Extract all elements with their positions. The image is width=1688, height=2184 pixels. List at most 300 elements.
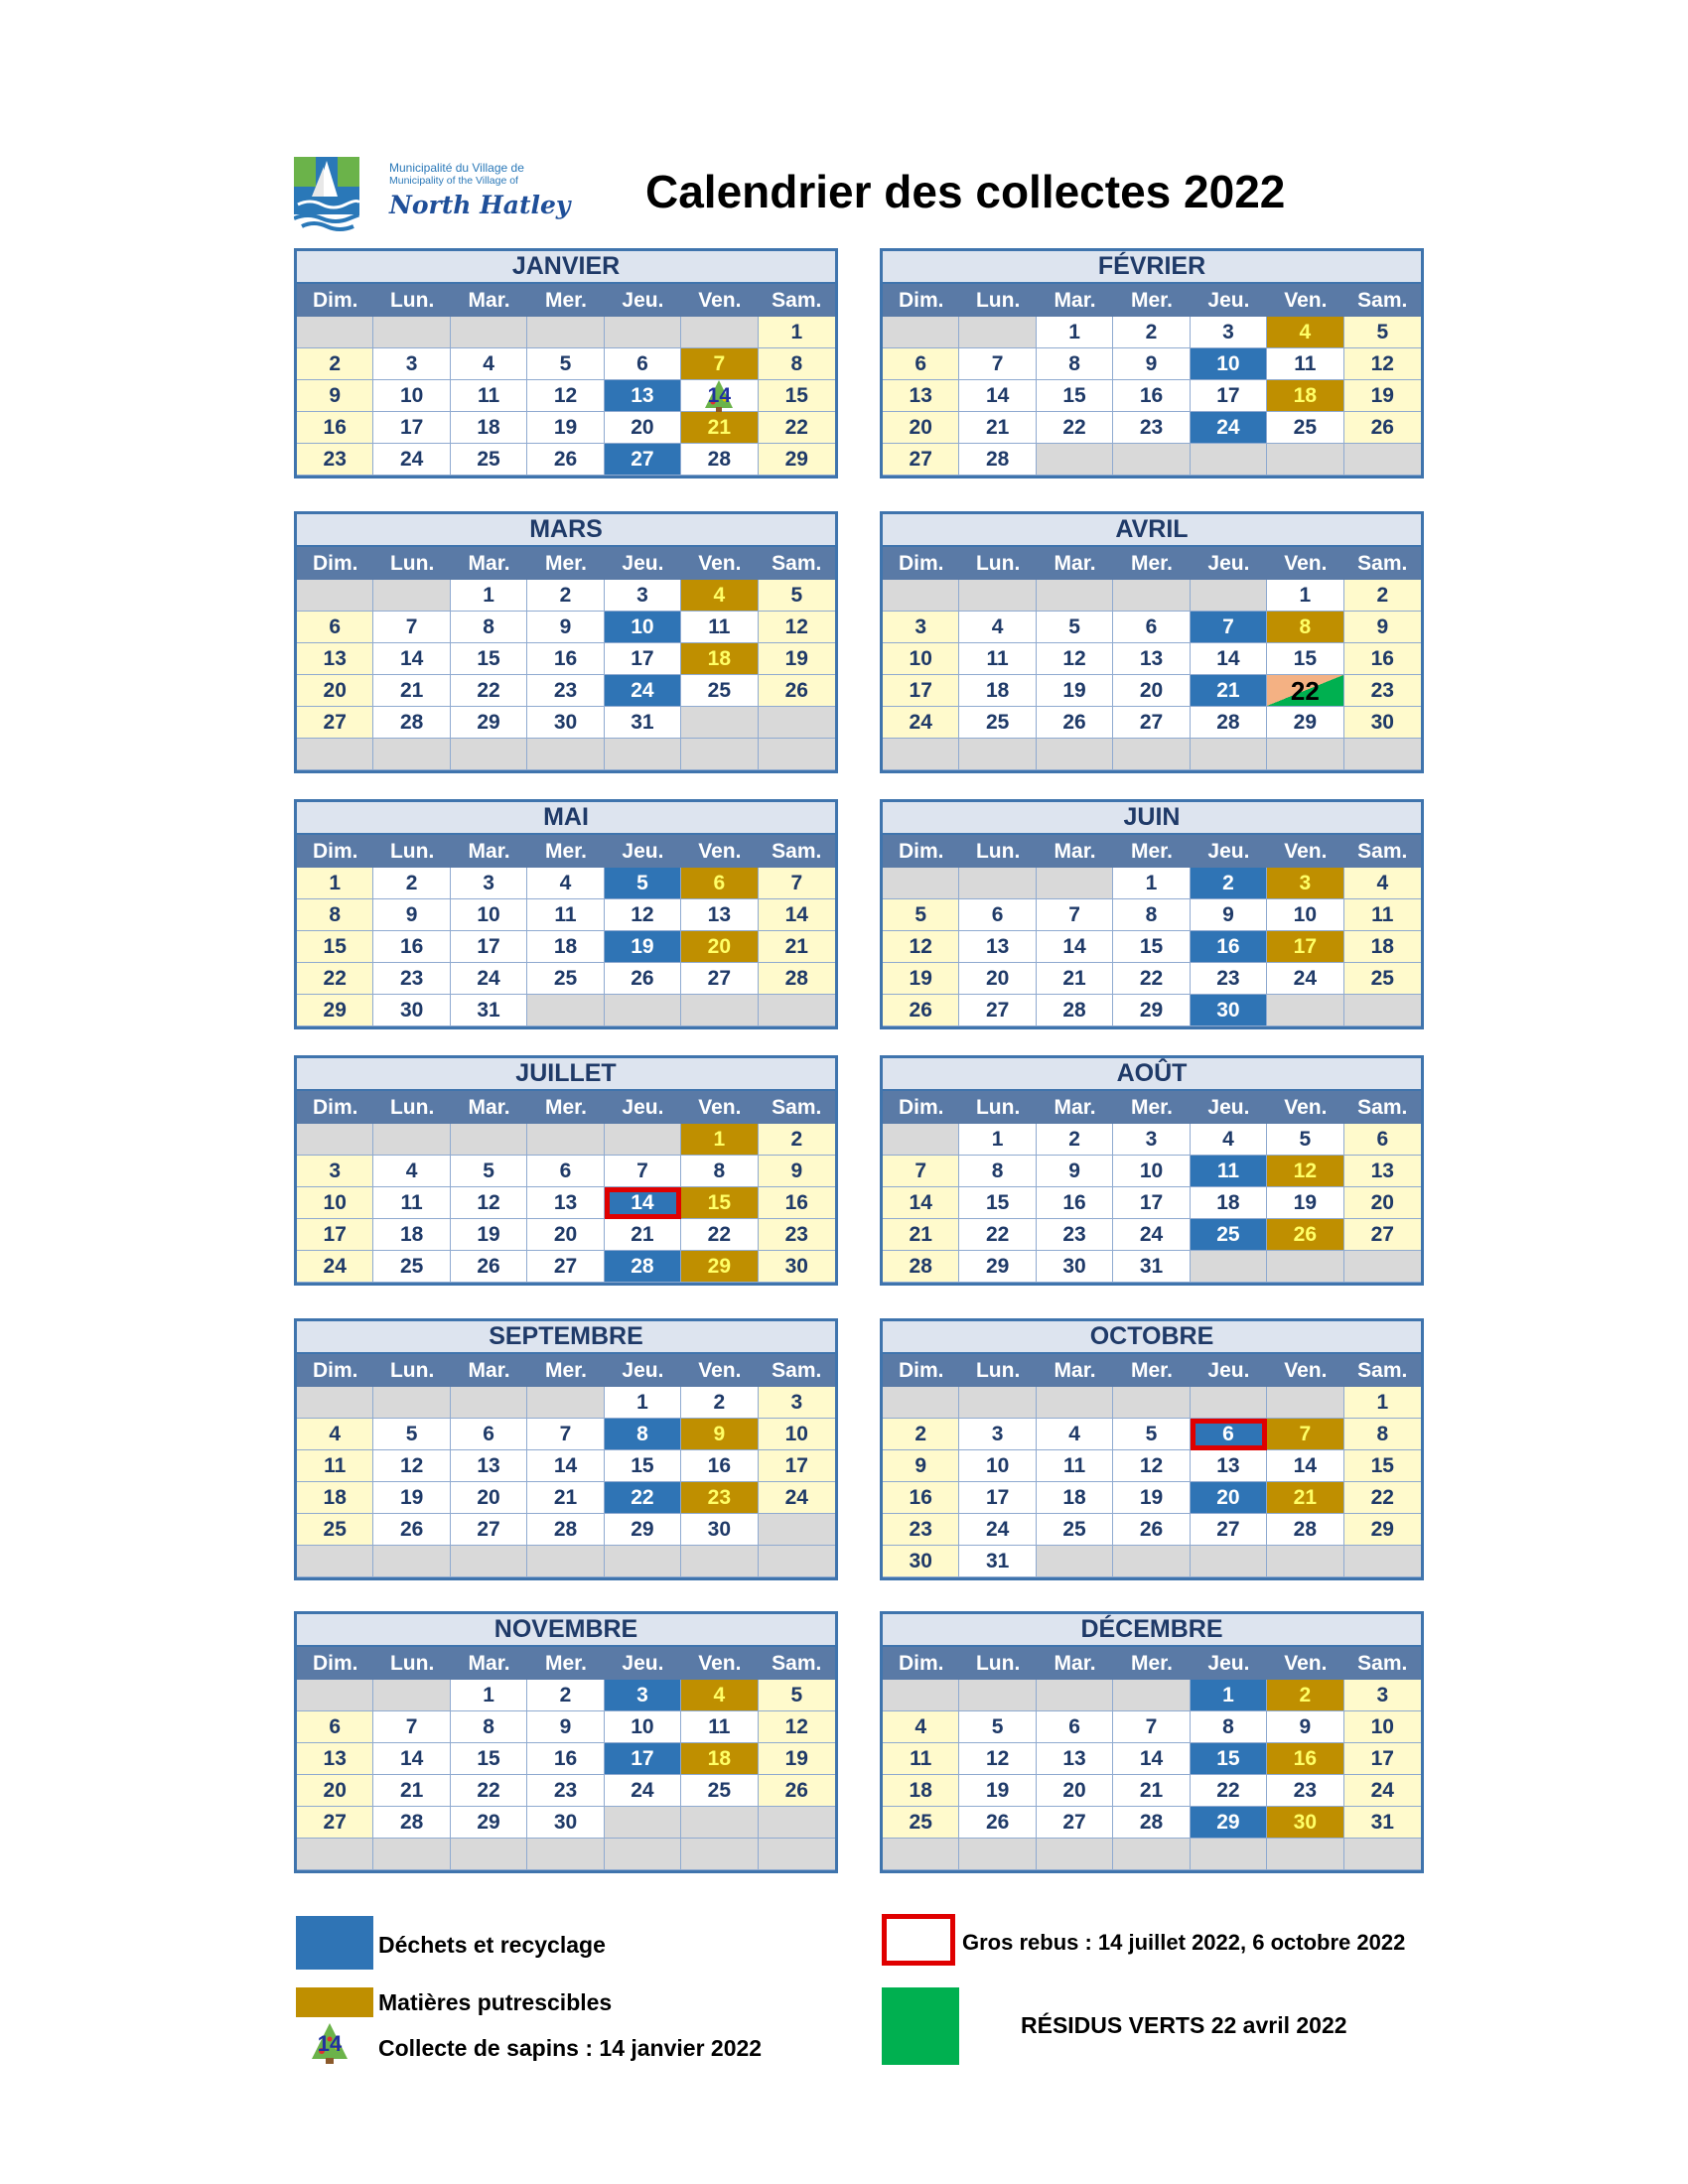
day-cell: 1 — [1037, 317, 1113, 348]
day-cell: 16 — [1037, 1187, 1113, 1219]
day-cell: 23 — [1344, 675, 1421, 707]
empty-day-cell — [373, 580, 450, 612]
weekday-label: Mar. — [1054, 1359, 1096, 1382]
day-cell: 27 — [297, 707, 373, 739]
day-cell: 20 — [883, 412, 959, 444]
empty-day-cell — [1191, 1251, 1267, 1283]
day-cell: 13 — [1191, 1450, 1267, 1482]
day-cell: 12 — [759, 1711, 835, 1743]
month-mars — [294, 511, 838, 773]
day-cell: 24 — [451, 963, 527, 995]
day-cell: 12 — [527, 380, 604, 412]
day-grid — [297, 1124, 835, 1283]
day-cell: 4 — [1191, 1124, 1267, 1156]
day-cell: 1 — [1191, 1680, 1267, 1711]
day-cell: 16 — [527, 643, 604, 675]
day-cell: 23 — [527, 1775, 604, 1807]
day-cell: 20 — [959, 963, 1036, 995]
day-cell: 8 — [959, 1156, 1036, 1187]
legend-gros-rebus-swatch — [882, 1914, 955, 1966]
day-cell: 12 — [451, 1187, 527, 1219]
legend-sapins-label: Collecte de sapins : 14 janvier 2022 — [378, 2035, 763, 2061]
day-cell: 17 — [959, 1482, 1036, 1514]
weekday-label: Sam. — [772, 840, 822, 863]
weekday-label: Lun. — [975, 840, 1021, 863]
day-cell: 27 — [681, 963, 758, 995]
day-cell: 29 — [759, 444, 835, 476]
day-cell: 18 — [883, 1775, 959, 1807]
day-cell: 26 — [451, 1251, 527, 1283]
month-decembre — [880, 1611, 1424, 1873]
weekday-header-row — [883, 1091, 1421, 1124]
day-cell: 2 — [1344, 580, 1421, 612]
weekday-header-row — [297, 1647, 835, 1680]
empty-day-cell — [605, 1546, 681, 1577]
day-cell: 23 — [883, 1514, 959, 1546]
empty-day-cell — [1037, 1546, 1113, 1577]
month-title: JUILLET — [297, 1058, 835, 1091]
empty-day-cell — [297, 739, 373, 770]
day-cell: 5 — [1344, 317, 1421, 348]
empty-day-cell — [297, 1546, 373, 1577]
day-grid — [883, 580, 1421, 770]
empty-day-cell — [1344, 739, 1421, 770]
empty-day-cell — [297, 317, 373, 348]
empty-day-cell — [759, 995, 835, 1026]
empty-day-cell — [883, 739, 959, 770]
empty-day-cell — [1037, 1387, 1113, 1419]
day-cell: 28 — [1037, 995, 1113, 1026]
day-cell: 19 — [373, 1482, 450, 1514]
day-cell: 21 — [1113, 1775, 1190, 1807]
weekday-label: Dim. — [898, 1359, 944, 1382]
day-cell: 6 — [297, 612, 373, 643]
empty-day-cell — [1037, 1839, 1113, 1870]
day-cell: 12 — [1113, 1450, 1190, 1482]
day-cell: 26 — [1113, 1514, 1190, 1546]
day-cell: 20 — [1344, 1187, 1421, 1219]
empty-day-cell — [1037, 868, 1113, 899]
weekday-label: Mer. — [544, 840, 587, 863]
empty-day-cell — [883, 868, 959, 899]
day-cell: 2 — [883, 1419, 959, 1450]
weekday-label: Dim. — [898, 1096, 944, 1119]
day-cell: 28 — [1191, 707, 1267, 739]
day-cell: 28 — [527, 1514, 604, 1546]
day-cell: 8 — [681, 1156, 758, 1187]
day-cell: 25 — [681, 1775, 758, 1807]
day-cell: 2 — [681, 1387, 758, 1419]
weekday-label: Ven. — [698, 1359, 742, 1382]
day-cell: 17 — [451, 931, 527, 963]
day-cell: 25 — [527, 963, 604, 995]
day-cell: 19 — [451, 1219, 527, 1251]
day-cell: 1 — [1267, 580, 1343, 612]
day-cell: 13 — [959, 931, 1036, 963]
empty-day-cell — [883, 1680, 959, 1711]
day-cell: 8 — [1037, 348, 1113, 380]
day-cell: 28 — [681, 444, 758, 476]
day-cell: 12 — [759, 612, 835, 643]
day-cell: 8 — [605, 1419, 681, 1450]
month-novembre — [294, 1611, 838, 1873]
day-cell: 30 — [681, 1514, 758, 1546]
day-cell: 13 — [1113, 643, 1190, 675]
empty-day-cell — [1037, 739, 1113, 770]
day-cell: 19 — [759, 1743, 835, 1775]
day-cell: 31 — [1113, 1251, 1190, 1283]
weekday-label: Jeu. — [1207, 1359, 1250, 1382]
day-cell: 31 — [959, 1546, 1036, 1577]
day-cell: 3 — [959, 1419, 1036, 1450]
day-cell: 9 — [681, 1419, 758, 1450]
day-cell: 29 — [1267, 707, 1343, 739]
day-cell: 16 — [373, 931, 450, 963]
day-cell: 13 — [883, 380, 959, 412]
empty-day-cell — [1113, 1546, 1190, 1577]
empty-day-cell — [1344, 1546, 1421, 1577]
empty-day-cell — [1191, 1839, 1267, 1870]
day-cell: 4 — [1344, 868, 1421, 899]
day-cell: 25 — [1267, 412, 1343, 444]
day-cell: 17 — [1267, 931, 1343, 963]
day-cell: 19 — [759, 643, 835, 675]
empty-day-cell — [1037, 444, 1113, 476]
day-cell: 21 — [1191, 675, 1267, 707]
weekday-label: Sam. — [1357, 840, 1408, 863]
day-cell: 26 — [605, 963, 681, 995]
day-cell: 3 — [1191, 317, 1267, 348]
day-cell: 29 — [297, 995, 373, 1026]
day-cell: 22 — [1113, 963, 1190, 995]
empty-day-cell — [451, 317, 527, 348]
weekday-label: Lun. — [975, 1359, 1021, 1382]
weekday-label: Lun. — [389, 552, 435, 575]
day-cell: 10 — [451, 899, 527, 931]
day-cell: 17 — [605, 1743, 681, 1775]
day-cell: 29 — [681, 1251, 758, 1283]
empty-day-cell — [883, 1124, 959, 1156]
day-cell: 24 — [1113, 1219, 1190, 1251]
weekday-label: Mer. — [544, 1359, 587, 1382]
empty-day-cell — [527, 739, 604, 770]
weekday-label: Jeu. — [1207, 840, 1250, 863]
day-cell: 29 — [1191, 1807, 1267, 1839]
day-cell: 17 — [373, 412, 450, 444]
day-cell: 4 — [959, 612, 1036, 643]
day-cell: 2 — [1191, 868, 1267, 899]
day-cell: 3 — [759, 1387, 835, 1419]
weekday-label: Mar. — [468, 289, 510, 312]
empty-day-cell — [373, 739, 450, 770]
empty-day-cell — [451, 1124, 527, 1156]
weekday-label: Jeu. — [622, 1652, 664, 1675]
day-cell: 7 — [681, 348, 758, 380]
weekday-label: Mer. — [1130, 289, 1173, 312]
day-cell: 23 — [759, 1219, 835, 1251]
day-cell: 15 — [1037, 380, 1113, 412]
month-juin — [880, 799, 1424, 1029]
day-cell: 15 — [1344, 1450, 1421, 1482]
day-cell: 14 — [373, 643, 450, 675]
empty-day-cell — [1037, 1680, 1113, 1711]
day-cell: 22 — [605, 1482, 681, 1514]
day-cell: 26 — [527, 444, 604, 476]
month-title: FÉVRIER — [883, 251, 1421, 284]
day-cell: 18 — [1344, 931, 1421, 963]
day-grid — [883, 1680, 1421, 1870]
day-cell: 9 — [527, 612, 604, 643]
weekday-label: Ven. — [1284, 1359, 1328, 1382]
month-octobre — [880, 1318, 1424, 1580]
day-grid — [297, 1680, 835, 1870]
page-title: Calendrier des collectes 2022 — [645, 166, 1286, 217]
day-cell: 26 — [1267, 1219, 1343, 1251]
day-grid — [297, 1387, 835, 1577]
month-juillet — [294, 1055, 838, 1286]
day-cell: 5 — [451, 1156, 527, 1187]
day-cell: 6 — [297, 1711, 373, 1743]
tree-icon-number: 14 — [317, 2031, 343, 2056]
legend-putrescibles-swatch — [296, 1987, 373, 2017]
day-cell: 30 — [759, 1251, 835, 1283]
weekday-label: Mer. — [1130, 1096, 1173, 1119]
day-cell: 23 — [527, 675, 604, 707]
weekday-label: Mar. — [468, 1652, 510, 1675]
day-cell: 29 — [959, 1251, 1036, 1283]
day-cell: 7 — [605, 1156, 681, 1187]
day-cell: 27 — [1113, 707, 1190, 739]
month-mai — [294, 799, 838, 1029]
weekday-label: Dim. — [898, 840, 944, 863]
day-cell: 18 — [1267, 380, 1343, 412]
day-cell: 9 — [1037, 1156, 1113, 1187]
day-cell: 25 — [1037, 1514, 1113, 1546]
legend-dechets-swatch — [296, 1916, 373, 1970]
weekday-label: Mar. — [1054, 552, 1096, 575]
day-cell: 28 — [1113, 1807, 1190, 1839]
day-cell: 22 — [297, 963, 373, 995]
weekday-label: Dim. — [898, 289, 944, 312]
empty-day-cell — [681, 1546, 758, 1577]
day-cell: 26 — [883, 995, 959, 1026]
day-cell: 12 — [883, 931, 959, 963]
day-cell: 29 — [451, 707, 527, 739]
day-grid — [883, 317, 1421, 476]
day-cell: 23 — [297, 444, 373, 476]
day-cell: 16 — [297, 412, 373, 444]
day-cell: 15 — [759, 380, 835, 412]
day-cell: 15 — [1267, 643, 1343, 675]
day-cell: 14 — [1267, 1450, 1343, 1482]
empty-day-cell — [451, 1546, 527, 1577]
empty-day-cell — [527, 1387, 604, 1419]
day-cell: 22 — [759, 412, 835, 444]
day-cell: 16 — [1191, 931, 1267, 963]
day-cell: 3 — [1267, 868, 1343, 899]
day-cell: 11 — [1037, 1450, 1113, 1482]
day-cell: 11 — [451, 380, 527, 412]
empty-day-cell — [883, 1387, 959, 1419]
legend-residus-verts-label: RÉSIDUS VERTS 22 avril 2022 — [1021, 2012, 1347, 2038]
day-cell: 10 — [373, 380, 450, 412]
day-cell: 3 — [373, 348, 450, 380]
day-grid — [297, 317, 835, 476]
weekday-label: Mar. — [468, 840, 510, 863]
weekday-label: Mar. — [1054, 1096, 1096, 1119]
day-cell: 19 — [1037, 675, 1113, 707]
weekday-label: Mar. — [468, 552, 510, 575]
weekday-label: Jeu. — [1207, 1652, 1250, 1675]
empty-day-cell — [883, 317, 959, 348]
weekday-label: Mer. — [1130, 1652, 1173, 1675]
day-cell: 3 — [1113, 1124, 1190, 1156]
day-cell: 28 — [1267, 1514, 1343, 1546]
day-cell: 20 — [681, 931, 758, 963]
day-cell: 16 — [883, 1482, 959, 1514]
day-cell: 21 — [1267, 1482, 1343, 1514]
day-grid — [883, 1387, 1421, 1577]
day-cell: 11 — [883, 1743, 959, 1775]
empty-day-cell — [1191, 580, 1267, 612]
weekday-label: Sam. — [1357, 1096, 1408, 1119]
day-cell: 10 — [1113, 1156, 1190, 1187]
day-cell: 24 — [1191, 412, 1267, 444]
month-title: OCTOBRE — [883, 1321, 1421, 1354]
weekday-header-row — [297, 547, 835, 580]
empty-day-cell — [297, 580, 373, 612]
day-cell: 20 — [605, 412, 681, 444]
day-cell: 30 — [1191, 995, 1267, 1026]
empty-day-cell — [605, 739, 681, 770]
empty-day-cell — [759, 707, 835, 739]
day-cell: 3 — [1344, 1680, 1421, 1711]
empty-day-cell — [959, 739, 1036, 770]
day-cell: 27 — [1344, 1219, 1421, 1251]
day-cell: 17 — [759, 1450, 835, 1482]
month-septembre — [294, 1318, 838, 1580]
weekday-label: Dim. — [312, 552, 358, 575]
empty-day-cell — [373, 1387, 450, 1419]
weekday-label: Dim. — [312, 840, 358, 863]
weekday-label: Sam. — [772, 552, 822, 575]
day-cell: 26 — [373, 1514, 450, 1546]
day-cell: 10 — [1267, 899, 1343, 931]
day-cell: 25 — [883, 1807, 959, 1839]
day-cell: 19 — [1267, 1187, 1343, 1219]
empty-day-cell — [451, 1839, 527, 1870]
weekday-label: Mar. — [1054, 1652, 1096, 1675]
day-cell: 4 — [451, 348, 527, 380]
weekday-label: Mar. — [1054, 840, 1096, 863]
weekday-label: Mar. — [468, 1096, 510, 1119]
weekday-label: Ven. — [1284, 1096, 1328, 1119]
day-cell: 20 — [1191, 1482, 1267, 1514]
weekday-label: Ven. — [1284, 1652, 1328, 1675]
empty-day-cell — [1267, 739, 1343, 770]
empty-day-cell — [451, 739, 527, 770]
day-cell: 28 — [883, 1251, 959, 1283]
day-cell: 15 — [297, 931, 373, 963]
day-grid — [297, 580, 835, 770]
day-cell: 11 — [1267, 348, 1343, 380]
day-cell: 9 — [527, 1711, 604, 1743]
empty-day-cell — [959, 1839, 1036, 1870]
day-cell: 19 — [959, 1775, 1036, 1807]
day-cell: 14 — [883, 1187, 959, 1219]
day-cell: 4 — [1267, 317, 1343, 348]
day-cell: 28 — [759, 963, 835, 995]
month-title: MARS — [297, 514, 835, 547]
empty-day-cell — [605, 995, 681, 1026]
day-cell: 14 — [527, 1450, 604, 1482]
day-cell: 29 — [1344, 1514, 1421, 1546]
weekday-label: Lun. — [389, 1652, 435, 1675]
empty-day-cell — [959, 317, 1036, 348]
day-cell: 12 — [1267, 1156, 1343, 1187]
weekday-label: Jeu. — [622, 1359, 664, 1382]
weekday-label: Ven. — [1284, 552, 1328, 575]
day-cell: 4 — [681, 1680, 758, 1711]
day-cell: 11 — [1344, 899, 1421, 931]
weekday-label: Mer. — [544, 552, 587, 575]
weekday-label: Lun. — [389, 289, 435, 312]
day-cell: 20 — [297, 1775, 373, 1807]
month-title: JANVIER — [297, 251, 835, 284]
day-cell: 6 — [959, 899, 1036, 931]
day-cell: 24 — [605, 675, 681, 707]
day-cell: 17 — [605, 643, 681, 675]
day-cell: 24 — [959, 1514, 1036, 1546]
legend-residus-verts-swatch — [882, 1987, 959, 2065]
day-cell: 1 — [681, 1124, 758, 1156]
day-cell: 30 — [527, 707, 604, 739]
weekday-label: Lun. — [975, 289, 1021, 312]
empty-day-cell — [527, 1839, 604, 1870]
weekday-label: Dim. — [312, 289, 358, 312]
weekday-label: Dim. — [312, 1652, 358, 1675]
empty-day-cell — [1113, 739, 1190, 770]
day-cell: 1 — [1344, 1387, 1421, 1419]
day-cell: 24 — [1344, 1775, 1421, 1807]
day-cell — [681, 380, 758, 412]
weekday-label: Lun. — [389, 1359, 435, 1382]
day-cell: 30 — [883, 1546, 959, 1577]
empty-day-cell — [959, 580, 1036, 612]
day-cell: 11 — [681, 612, 758, 643]
day-cell: 21 — [1037, 963, 1113, 995]
day-cell: 8 — [1191, 1711, 1267, 1743]
weekday-label: Sam. — [1357, 1652, 1408, 1675]
day-cell: 8 — [1267, 612, 1343, 643]
empty-day-cell — [297, 1839, 373, 1870]
day-cell: 8 — [451, 612, 527, 643]
day-cell: 5 — [959, 1711, 1036, 1743]
day-cell: 4 — [883, 1711, 959, 1743]
weekday-label: Sam. — [1357, 1359, 1408, 1382]
weekday-header-row — [883, 284, 1421, 317]
day-cell: 8 — [1344, 1419, 1421, 1450]
day-cell: 6 — [451, 1419, 527, 1450]
logo-name: North Hatley — [389, 191, 571, 219]
weekday-label: Ven. — [1284, 840, 1328, 863]
empty-day-cell — [759, 1839, 835, 1870]
day-cell: 1 — [959, 1124, 1036, 1156]
day-cell: 1 — [1113, 868, 1190, 899]
day-cell: 16 — [759, 1187, 835, 1219]
empty-day-cell — [1267, 995, 1343, 1026]
day-cell: 23 — [373, 963, 450, 995]
